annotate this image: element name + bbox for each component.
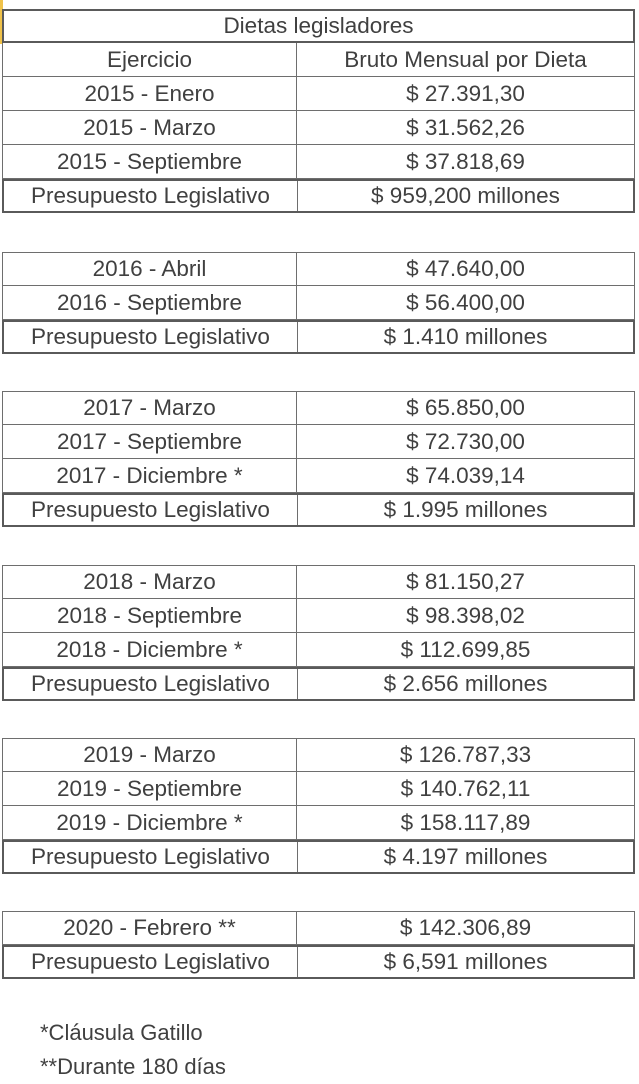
budget-value: $ 6,591 millones — [383, 949, 548, 974]
table-row — [2, 391, 635, 425]
period-cell: 2017 - Septiembre — [3, 425, 297, 458]
amount-cell: $ 126.787,33 — [399, 742, 532, 767]
header-bruto-mensual: Bruto Mensual por Dieta — [344, 46, 587, 72]
period-cell: 2015 - Septiembre — [3, 145, 297, 178]
budget-value: $ 4.197 millones — [383, 844, 548, 869]
amount-cell: $ 158.117,89 — [400, 809, 531, 835]
amount-cell: $ 142.306,89 — [399, 915, 532, 940]
period-cell: 2015 - Enero — [3, 77, 297, 110]
amount-cell: $ 72.730,00 — [406, 428, 525, 454]
period-cell: 2016 - Abril — [3, 253, 297, 285]
budget-row — [2, 320, 635, 354]
table-row — [2, 286, 635, 320]
budget-label: Presupuesto Legislativo — [4, 669, 298, 699]
table-row — [2, 633, 635, 667]
table-row — [2, 565, 635, 599]
table-row — [2, 77, 635, 111]
amount-cell: $ 65.850,00 — [406, 395, 525, 420]
budget-row — [2, 840, 635, 874]
budget-row — [2, 179, 635, 213]
header-row — [2, 43, 635, 77]
period-cell: 2019 - Diciembre * — [3, 806, 297, 839]
period-cell: 2017 - Diciembre * — [3, 459, 297, 492]
table-row — [2, 252, 635, 286]
period-cell: 2018 - Marzo — [3, 566, 297, 598]
amount-cell: $ 74.039,14 — [406, 462, 525, 488]
group-2018 — [2, 565, 635, 701]
amount-cell: $ 81.150,27 — [406, 569, 525, 594]
amount-cell: $ 37.818,69 — [406, 148, 525, 174]
table-row — [2, 599, 635, 633]
footnote-duracion: **Durante 180 días — [40, 1054, 226, 1079]
table-row — [2, 111, 635, 145]
period-cell: 2019 - Septiembre — [3, 772, 297, 805]
amount-cell: $ 27.391,30 — [406, 80, 525, 106]
table-row — [2, 806, 635, 840]
group-2017 — [2, 391, 635, 527]
period-cell: 2016 - Septiembre — [3, 286, 297, 319]
table-row — [2, 459, 635, 493]
table-title: Dietas legisladores — [2, 9, 635, 43]
amount-cell: $ 112.699,85 — [400, 636, 531, 662]
group-2015 — [2, 77, 635, 213]
budget-value: $ 2.656 millones — [383, 671, 548, 696]
period-cell: 2020 - Febrero ** — [3, 912, 297, 944]
budget-row — [2, 667, 635, 701]
footnote-clausula: *Cláusula Gatillo — [40, 1020, 203, 1045]
footnotes — [40, 1016, 226, 1084]
budget-label: Presupuesto Legislativo — [4, 322, 298, 352]
budget-row — [2, 945, 635, 979]
period-cell: 2015 - Marzo — [3, 111, 297, 144]
table-header — [2, 43, 635, 77]
amount-cell: $ 47.640,00 — [406, 256, 525, 281]
header-ejercicio: Ejercicio — [3, 43, 297, 76]
period-cell: 2017 - Marzo — [3, 392, 297, 424]
period-cell: 2018 - Septiembre — [3, 599, 297, 632]
amount-cell: $ 31.562,26 — [406, 114, 525, 140]
budget-row — [2, 493, 635, 527]
amount-cell: $ 140.762,11 — [400, 775, 531, 801]
table-row — [2, 145, 635, 179]
amount-cell: $ 56.400,00 — [406, 289, 525, 315]
group-2019 — [2, 738, 635, 874]
group-2020 — [2, 911, 635, 979]
period-cell: 2018 - Diciembre * — [3, 633, 297, 666]
table-row — [2, 911, 635, 945]
table-row — [2, 772, 635, 806]
table-row — [2, 738, 635, 772]
table-row — [2, 425, 635, 459]
period-cell: 2019 - Marzo — [3, 739, 297, 771]
group-2016 — [2, 252, 635, 354]
budget-value: $ 1.995 millones — [383, 497, 548, 522]
budget-label: Presupuesto Legislativo — [4, 495, 298, 525]
budget-label: Presupuesto Legislativo — [4, 181, 298, 211]
budget-value: $ 959,200 millones — [371, 183, 560, 208]
amount-cell: $ 98.398,02 — [406, 602, 525, 628]
budget-label: Presupuesto Legislativo — [4, 842, 298, 872]
budget-label: Presupuesto Legislativo — [4, 947, 298, 977]
budget-value: $ 1.410 millones — [383, 324, 548, 349]
